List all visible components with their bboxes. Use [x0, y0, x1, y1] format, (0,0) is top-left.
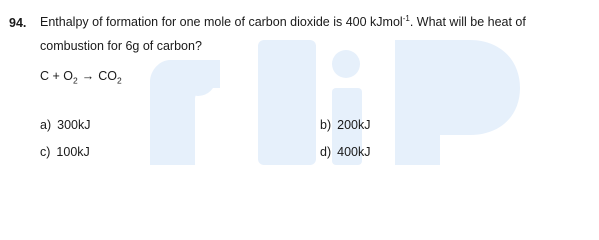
question-text-main: Enthalpy of formation for one mole of carbon dioxide is 400 kJmol [40, 15, 403, 29]
option-letter: b) [320, 118, 332, 132]
option-text: 200kJ [337, 118, 371, 132]
equation-reactant-subscript: 2 [73, 75, 78, 86]
reaction-arrow-icon: → [81, 69, 95, 83]
option-d[interactable] [320, 145, 370, 159]
equation-reactant: C + O [40, 69, 73, 83]
option-a[interactable] [40, 118, 90, 132]
equation-product: CO [98, 69, 117, 83]
question-text-tail: . What will be heat of combustion for 6g of carbon? [40, 15, 526, 53]
equation-product-subscript: 2 [116, 75, 122, 86]
question-text-superscript: -1 [402, 13, 410, 23]
option-letter: c) [40, 145, 51, 159]
option-b[interactable] [320, 118, 370, 132]
option-c[interactable] [40, 145, 90, 159]
reaction-equation [40, 69, 122, 86]
question-text [40, 10, 592, 58]
option-text: 400kJ [337, 145, 371, 159]
option-text: 300kJ [57, 118, 91, 132]
option-text: 100kJ [56, 145, 90, 159]
option-letter: d) [320, 145, 332, 159]
option-letter: a) [40, 118, 52, 132]
question-number: 94. [9, 16, 27, 30]
